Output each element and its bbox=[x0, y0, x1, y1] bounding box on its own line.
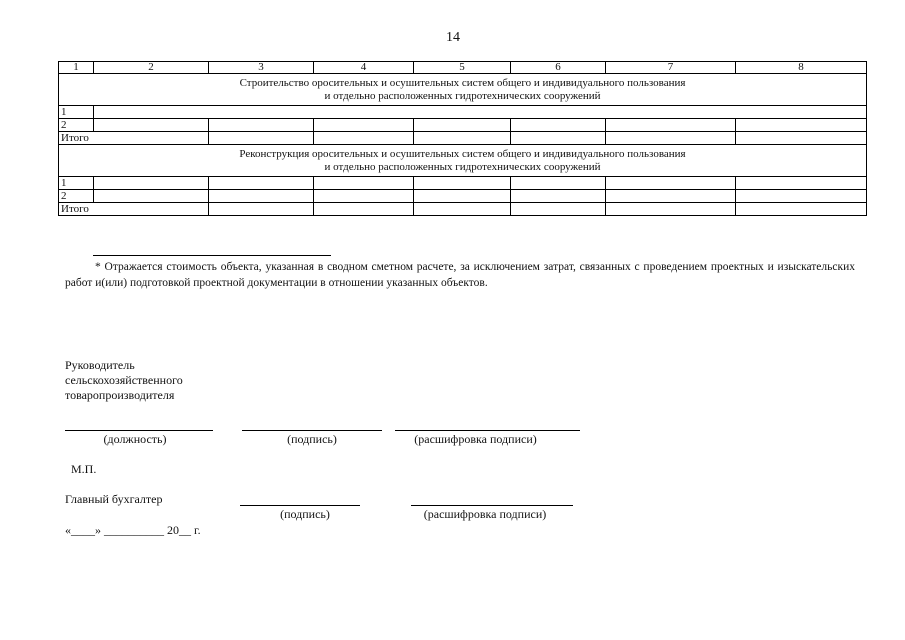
empty-cell bbox=[94, 106, 867, 119]
empty-cell bbox=[209, 177, 314, 190]
empty-cell bbox=[209, 190, 314, 203]
row-number: 1 bbox=[59, 106, 94, 119]
empty-cell bbox=[606, 132, 736, 145]
table-row bbox=[59, 177, 867, 190]
accountant-signature-caption: (подпись) bbox=[280, 507, 330, 521]
empty-cell bbox=[209, 119, 314, 132]
empty-cell bbox=[511, 119, 606, 132]
table-header-row bbox=[59, 62, 867, 74]
objects-table bbox=[58, 61, 867, 216]
empty-cell bbox=[511, 132, 606, 145]
empty-cell bbox=[511, 177, 606, 190]
row-number: 2 bbox=[59, 190, 94, 203]
section-title-reconstruction bbox=[59, 145, 867, 177]
empty-cell bbox=[414, 132, 511, 145]
table-row bbox=[59, 119, 867, 132]
empty-cell bbox=[314, 190, 414, 203]
accountant-signature-line[interactable] bbox=[240, 505, 360, 506]
date-field[interactable]: «____» __________ 20__ г. bbox=[65, 523, 201, 537]
total-row bbox=[59, 203, 867, 216]
position-caption: (должность) bbox=[103, 432, 167, 446]
empty-cell bbox=[736, 190, 867, 203]
empty-cell bbox=[736, 203, 867, 216]
empty-cell bbox=[606, 119, 736, 132]
empty-cell bbox=[414, 177, 511, 190]
empty-cell bbox=[209, 203, 314, 216]
empty-cell bbox=[606, 177, 736, 190]
column-number-1: 1 bbox=[59, 62, 94, 74]
empty-cell bbox=[94, 190, 209, 203]
section-title-construction bbox=[59, 74, 867, 106]
column-number-4: 4 bbox=[314, 62, 414, 74]
decoding-line[interactable] bbox=[395, 430, 580, 431]
empty-cell bbox=[606, 203, 736, 216]
total-label: Итого bbox=[59, 203, 209, 216]
empty-cell bbox=[314, 132, 414, 145]
column-number-6: 6 bbox=[511, 62, 606, 74]
empty-cell bbox=[606, 190, 736, 203]
signature-line[interactable] bbox=[242, 430, 382, 431]
chief-accountant-label: Главный бухгалтер bbox=[65, 492, 163, 506]
empty-cell bbox=[314, 203, 414, 216]
column-number-5: 5 bbox=[414, 62, 511, 74]
empty-cell bbox=[736, 177, 867, 190]
head-title-line: сельскохозяйственного bbox=[65, 373, 183, 387]
section-title-row bbox=[59, 145, 867, 177]
empty-cell bbox=[209, 132, 314, 145]
section-title-line: Реконструкция оросительных и осушительных систем общего и индивидуального пользования bbox=[239, 147, 686, 160]
decoding-caption: (расшифровка подписи) bbox=[414, 432, 537, 446]
column-number-3: 3 bbox=[209, 62, 314, 74]
head-title-line: Руководитель bbox=[65, 358, 135, 372]
empty-cell bbox=[94, 119, 209, 132]
empty-cell bbox=[511, 203, 606, 216]
empty-cell bbox=[314, 119, 414, 132]
table-row bbox=[59, 106, 867, 119]
empty-cell bbox=[414, 119, 511, 132]
footnote-separator bbox=[93, 255, 331, 256]
accountant-decoding-caption: (расшифровка подписи) bbox=[423, 507, 547, 521]
empty-cell bbox=[736, 132, 867, 145]
row-number: 2 bbox=[59, 119, 94, 132]
head-title-line: товаропроизводителя bbox=[65, 388, 175, 402]
column-number-7: 7 bbox=[606, 62, 736, 74]
accountant-decoding-line[interactable] bbox=[411, 505, 573, 506]
column-number-8: 8 bbox=[736, 62, 867, 74]
head-title bbox=[65, 358, 183, 403]
empty-cell bbox=[414, 190, 511, 203]
footnote-text: * Отражается стоимость объекта, указанная в сводном сметном расчете, за исключением затрат, связанных с проведением проектных и изыскательских работ и(или) подготовкой проектной документации в отношении указанных объектов. bbox=[65, 261, 855, 289]
column-number-2: 2 bbox=[94, 62, 209, 74]
section-title-row bbox=[59, 74, 867, 106]
empty-cell bbox=[314, 177, 414, 190]
total-row bbox=[59, 132, 867, 145]
table-row bbox=[59, 190, 867, 203]
section-title-line: Строительство оросительных и осушительных систем общего и индивидуального пользования bbox=[239, 76, 686, 89]
page-number: 14 bbox=[446, 30, 460, 45]
position-line[interactable] bbox=[65, 430, 213, 431]
empty-cell bbox=[511, 190, 606, 203]
row-number: 1 bbox=[59, 177, 94, 190]
section-title-line: и отдельно расположенных гидротехнических сооружений bbox=[324, 160, 601, 173]
empty-cell bbox=[736, 119, 867, 132]
total-label: Итого bbox=[59, 132, 209, 145]
seal-placeholder: М.П. bbox=[71, 462, 97, 476]
empty-cell bbox=[94, 177, 209, 190]
section-title-line: и отдельно расположенных гидротехнических сооружений bbox=[324, 89, 601, 102]
signature-caption: (подпись) bbox=[287, 432, 337, 446]
empty-cell bbox=[414, 203, 511, 216]
